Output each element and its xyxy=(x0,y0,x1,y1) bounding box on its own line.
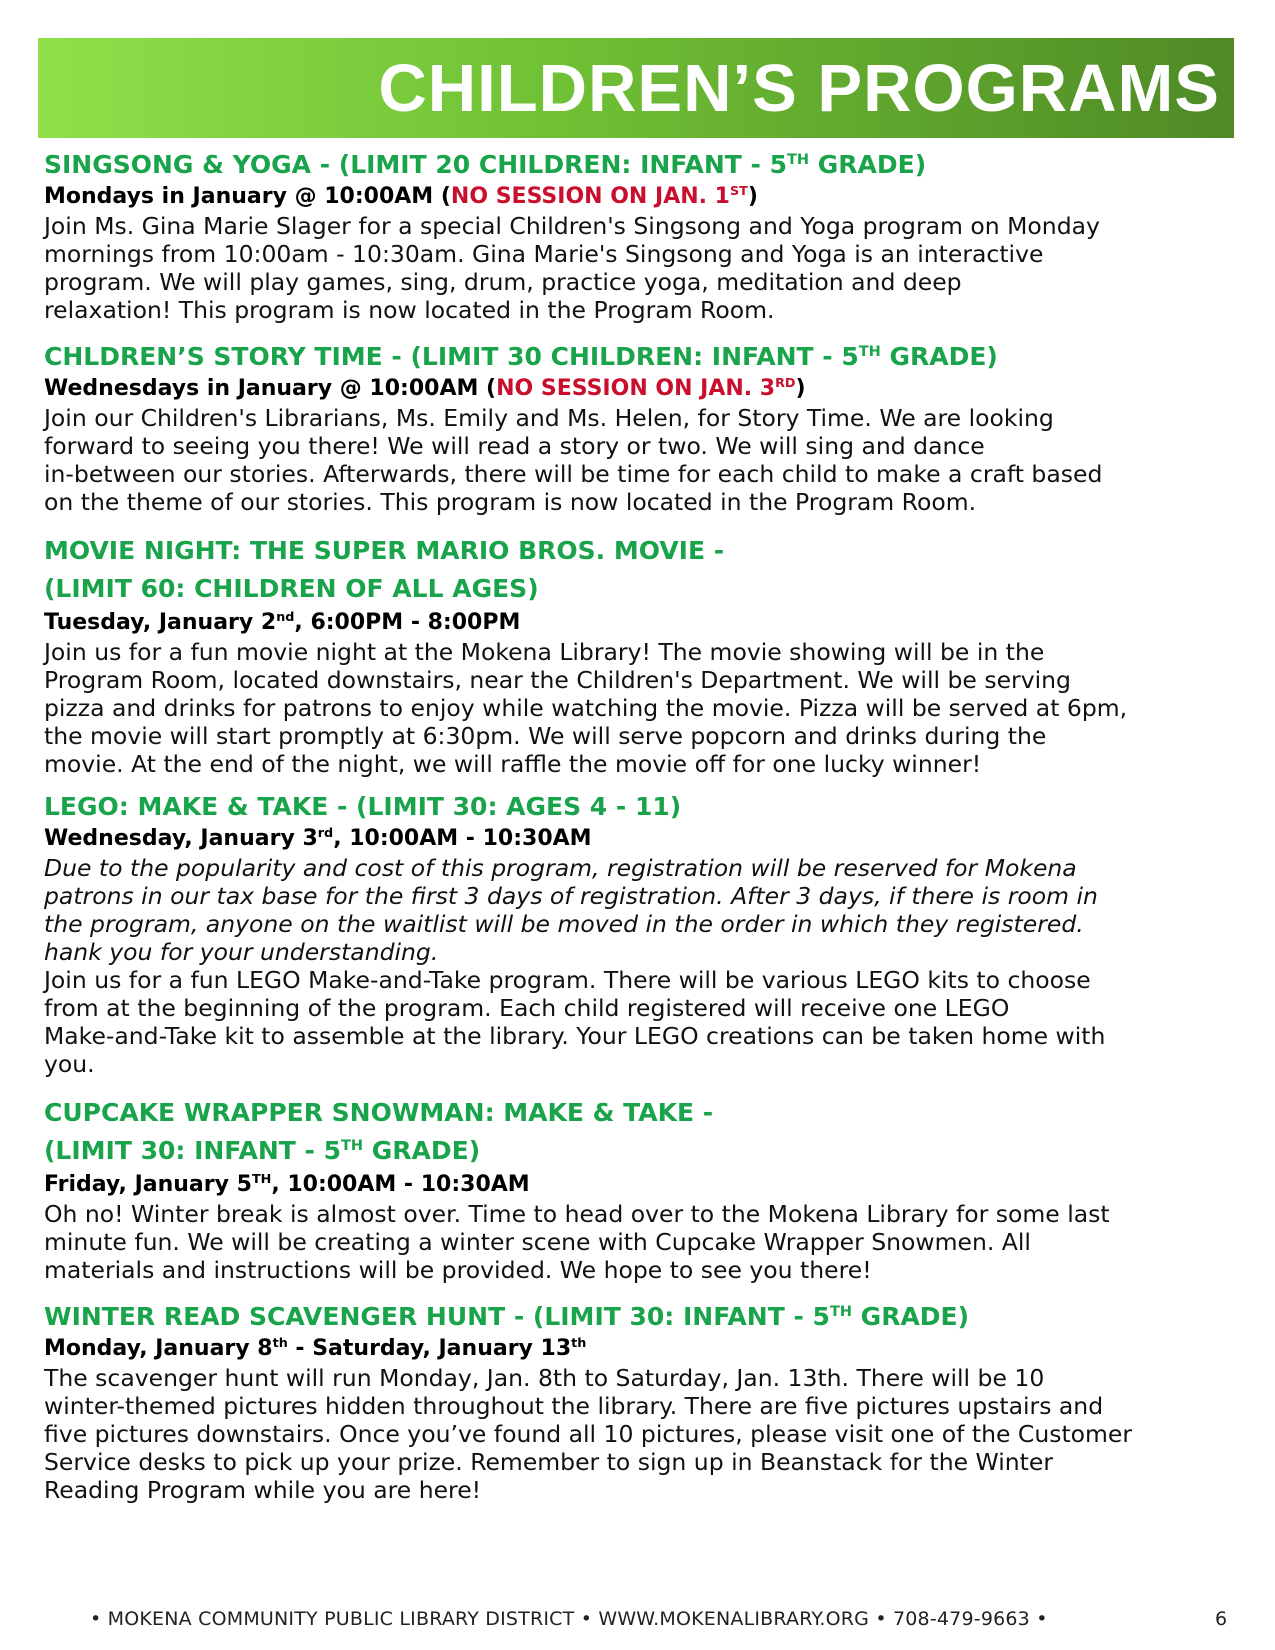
schedule-text-end: ) xyxy=(795,376,806,401)
program-lego xyxy=(44,790,1230,1078)
note-line: Due to the popularity and cost of this program, registration will be reserved for Mokena xyxy=(44,854,1077,882)
description-line: in-between our stories. Afterwards, there will be time for each child to make a craft based xyxy=(44,460,1103,488)
programs-list xyxy=(44,148,1230,1520)
description-line: mornings from 10:00am - 10:30am. Gina Marie's Singsong and Yoga is an interactive xyxy=(44,240,1044,268)
program-title xyxy=(44,1094,1230,1170)
description-line: minute fun. We will be creating a winter scene with Cupcake Wrapper Snowmen. All xyxy=(44,1228,1031,1256)
header-banner xyxy=(38,38,1234,138)
description-line: Join our Children's Librarians, Ms. Emily and Ms. Helen, for Story Time. We are looking xyxy=(44,404,1054,432)
title-line: (LIMIT 60: CHILDREN OF ALL AGES) xyxy=(44,574,539,603)
program-schedule xyxy=(44,374,1230,404)
schedule-superscript: TH xyxy=(251,1172,272,1188)
schedule-text-middle: - Saturday, January 13 xyxy=(287,1336,572,1361)
schedule-superscript: th xyxy=(272,1336,288,1352)
schedule-text: Friday, January 5 xyxy=(44,1172,252,1197)
schedule-superscript: rd xyxy=(317,826,334,842)
description-line: The scavenger hunt will run Monday, Jan. 8th to Saturday, Jan. 13th. There will be 10 xyxy=(44,1364,1045,1392)
program-description xyxy=(44,404,1230,516)
program-schedule xyxy=(44,608,1230,638)
schedule-text-end: , 6:00PM - 8:00PM xyxy=(294,610,521,635)
program-title xyxy=(44,340,1230,374)
schedule-text: Wednesdays in January @ 10:00AM ( xyxy=(44,376,497,401)
description-line: winter-themed pictures hidden throughout the library. There are five pictures upstairs and xyxy=(44,1392,1104,1420)
page-title: CHILDREN’S PROGRAMS xyxy=(378,51,1220,126)
note-line: the program, anyone on the waitlist will be moved in the order in which they registered. xyxy=(44,910,1084,938)
no-session-notice xyxy=(496,376,795,401)
title-text-end: GRADE) xyxy=(880,342,998,371)
schedule-text: Monday, January 8 xyxy=(44,1336,273,1361)
title-text: WINTER READ SCAVENGER HUNT - (LIMIT 30: INFANT - 5 xyxy=(44,1302,830,1331)
program-title xyxy=(44,148,1230,182)
program-description xyxy=(44,966,1230,1078)
page-number: 6 xyxy=(1215,1608,1228,1630)
description-line: Service desks to pick up your prize. Remember to sign up in Beanstack for the Winter xyxy=(44,1448,1053,1476)
description-line: on the theme of our stories. This program is now located in the Program Room. xyxy=(44,488,977,516)
description-line: Oh no! Winter break is almost over. Time to head over to the Mokena Library for some last xyxy=(44,1200,1110,1228)
program-schedule xyxy=(44,182,1230,212)
program-story-time xyxy=(44,340,1230,516)
title-superscript: TH xyxy=(858,344,881,361)
registration-note xyxy=(44,854,1230,966)
program-cupcake-snowman xyxy=(44,1094,1230,1284)
no-session-superscript: ST xyxy=(729,184,748,200)
program-description xyxy=(44,638,1230,778)
program-schedule xyxy=(44,1170,1230,1200)
title-superscript: TH xyxy=(829,1304,852,1321)
schedule-superscript: nd xyxy=(276,610,295,626)
title-line: CUPCAKE WRAPPER SNOWMAN: MAKE & TAKE - xyxy=(44,1098,714,1127)
title-text-end: GRADE) xyxy=(851,1302,970,1331)
schedule-text: Tuesday, January 2 xyxy=(44,610,277,635)
title-superscript: TH xyxy=(341,1138,364,1155)
program-scavenger-hunt xyxy=(44,1300,1230,1504)
program-schedule xyxy=(44,1334,1230,1364)
description-line: pizza and drinks for patrons to enjoy while watching the movie. Pizza will be served at 6pm, xyxy=(44,694,1128,722)
program-title xyxy=(44,532,1230,608)
program-description xyxy=(44,1200,1230,1284)
title-superscript: TH xyxy=(787,152,810,169)
description-line: Join us for a fun LEGO Make-and-Take program. There will be various LEGO kits to choose xyxy=(44,966,1091,994)
schedule-text: Mondays in January @ 10:00AM ( xyxy=(44,184,451,209)
schedule-text-end: , 10:00AM - 10:30AM xyxy=(333,826,592,851)
description-line: materials and instructions will be provided. We hope to see you there! xyxy=(44,1256,872,1284)
program-singsong-yoga xyxy=(44,148,1230,324)
description-line: Reading Program while you are here! xyxy=(44,1476,482,1504)
program-title xyxy=(44,1300,1230,1334)
schedule-text-end: , 10:00AM - 10:30AM xyxy=(271,1172,530,1197)
title-line xyxy=(44,1132,1230,1170)
description-line: Program Room, located downstairs, near the Children's Department. We will be serving xyxy=(44,666,1071,694)
program-description xyxy=(44,1364,1230,1504)
description-line: relaxation! This program is now located in the Program Room. xyxy=(44,296,775,324)
description-line: you. xyxy=(44,1050,95,1078)
note-line: hank you for your understanding. xyxy=(44,938,439,966)
no-session-superscript: RD xyxy=(775,376,796,392)
title-text: CHLDREN’S STORY TIME - (LIMIT 30 CHILDREN: INFANT - 5 xyxy=(44,342,859,371)
description-line: movie. At the end of the night, we will raffle the movie off for one lucky winner! xyxy=(44,750,982,778)
description-line: Join us for a fun movie night at the Mokena Library! The movie showing will be in the xyxy=(44,638,1045,666)
description-line: from at the beginning of the program. Each child registered will receive one LEGO xyxy=(44,994,1010,1022)
no-session-text: NO SESSION ON JAN. 3 xyxy=(496,376,776,401)
footer-contact: • MOKENA COMMUNITY PUBLIC LIBRARY DISTRICT • WWW.MOKENALIBRARY.ORG • 708-479-9663 • xyxy=(90,1608,1048,1630)
title-text-end: GRADE) xyxy=(363,1136,481,1165)
note-line: patrons in our tax base for the first 3 days of registration. After 3 days, if there is room in xyxy=(44,882,1098,910)
description-line: program. We will play games, sing, drum, practice yoga, meditation and deep xyxy=(44,268,962,296)
program-description xyxy=(44,212,1230,324)
description-line: the movie will start promptly at 6:30pm. We will serve popcorn and drinks during the xyxy=(44,722,1047,750)
no-session-notice xyxy=(451,184,748,209)
title-line: MOVIE NIGHT: THE SUPER MARIO BROS. MOVIE - xyxy=(44,536,725,565)
program-movie-night xyxy=(44,532,1230,778)
description-line: Make-and-Take kit to assemble at the library. Your LEGO creations can be taken home with xyxy=(44,1022,1106,1050)
description-line: forward to seeing you there! We will read a story or two. We will sing and dance xyxy=(44,432,985,460)
program-schedule xyxy=(44,824,1230,854)
title-text-end: GRADE) xyxy=(809,150,927,179)
title-text: SINGSONG & YOGA - (LIMIT 20 CHILDREN: INFANT - 5 xyxy=(44,150,788,179)
schedule-superscript: th xyxy=(571,1336,587,1352)
description-line: five pictures downstairs. Once you’ve found all 10 pictures, please visit one of the Customer xyxy=(44,1420,1133,1448)
schedule-text-end: ) xyxy=(747,184,758,209)
no-session-text: NO SESSION ON JAN. 1 xyxy=(450,184,730,209)
description-line: Join Ms. Gina Marie Slager for a special Children's Singsong and Yoga program on Monday xyxy=(44,212,1100,240)
program-title: LEGO: MAKE & TAKE - (LIMIT 30: AGES 4 - 11) xyxy=(44,792,682,821)
title-text: (LIMIT 30: INFANT - 5 xyxy=(44,1136,342,1165)
schedule-text: Wednesday, January 3 xyxy=(44,826,318,851)
